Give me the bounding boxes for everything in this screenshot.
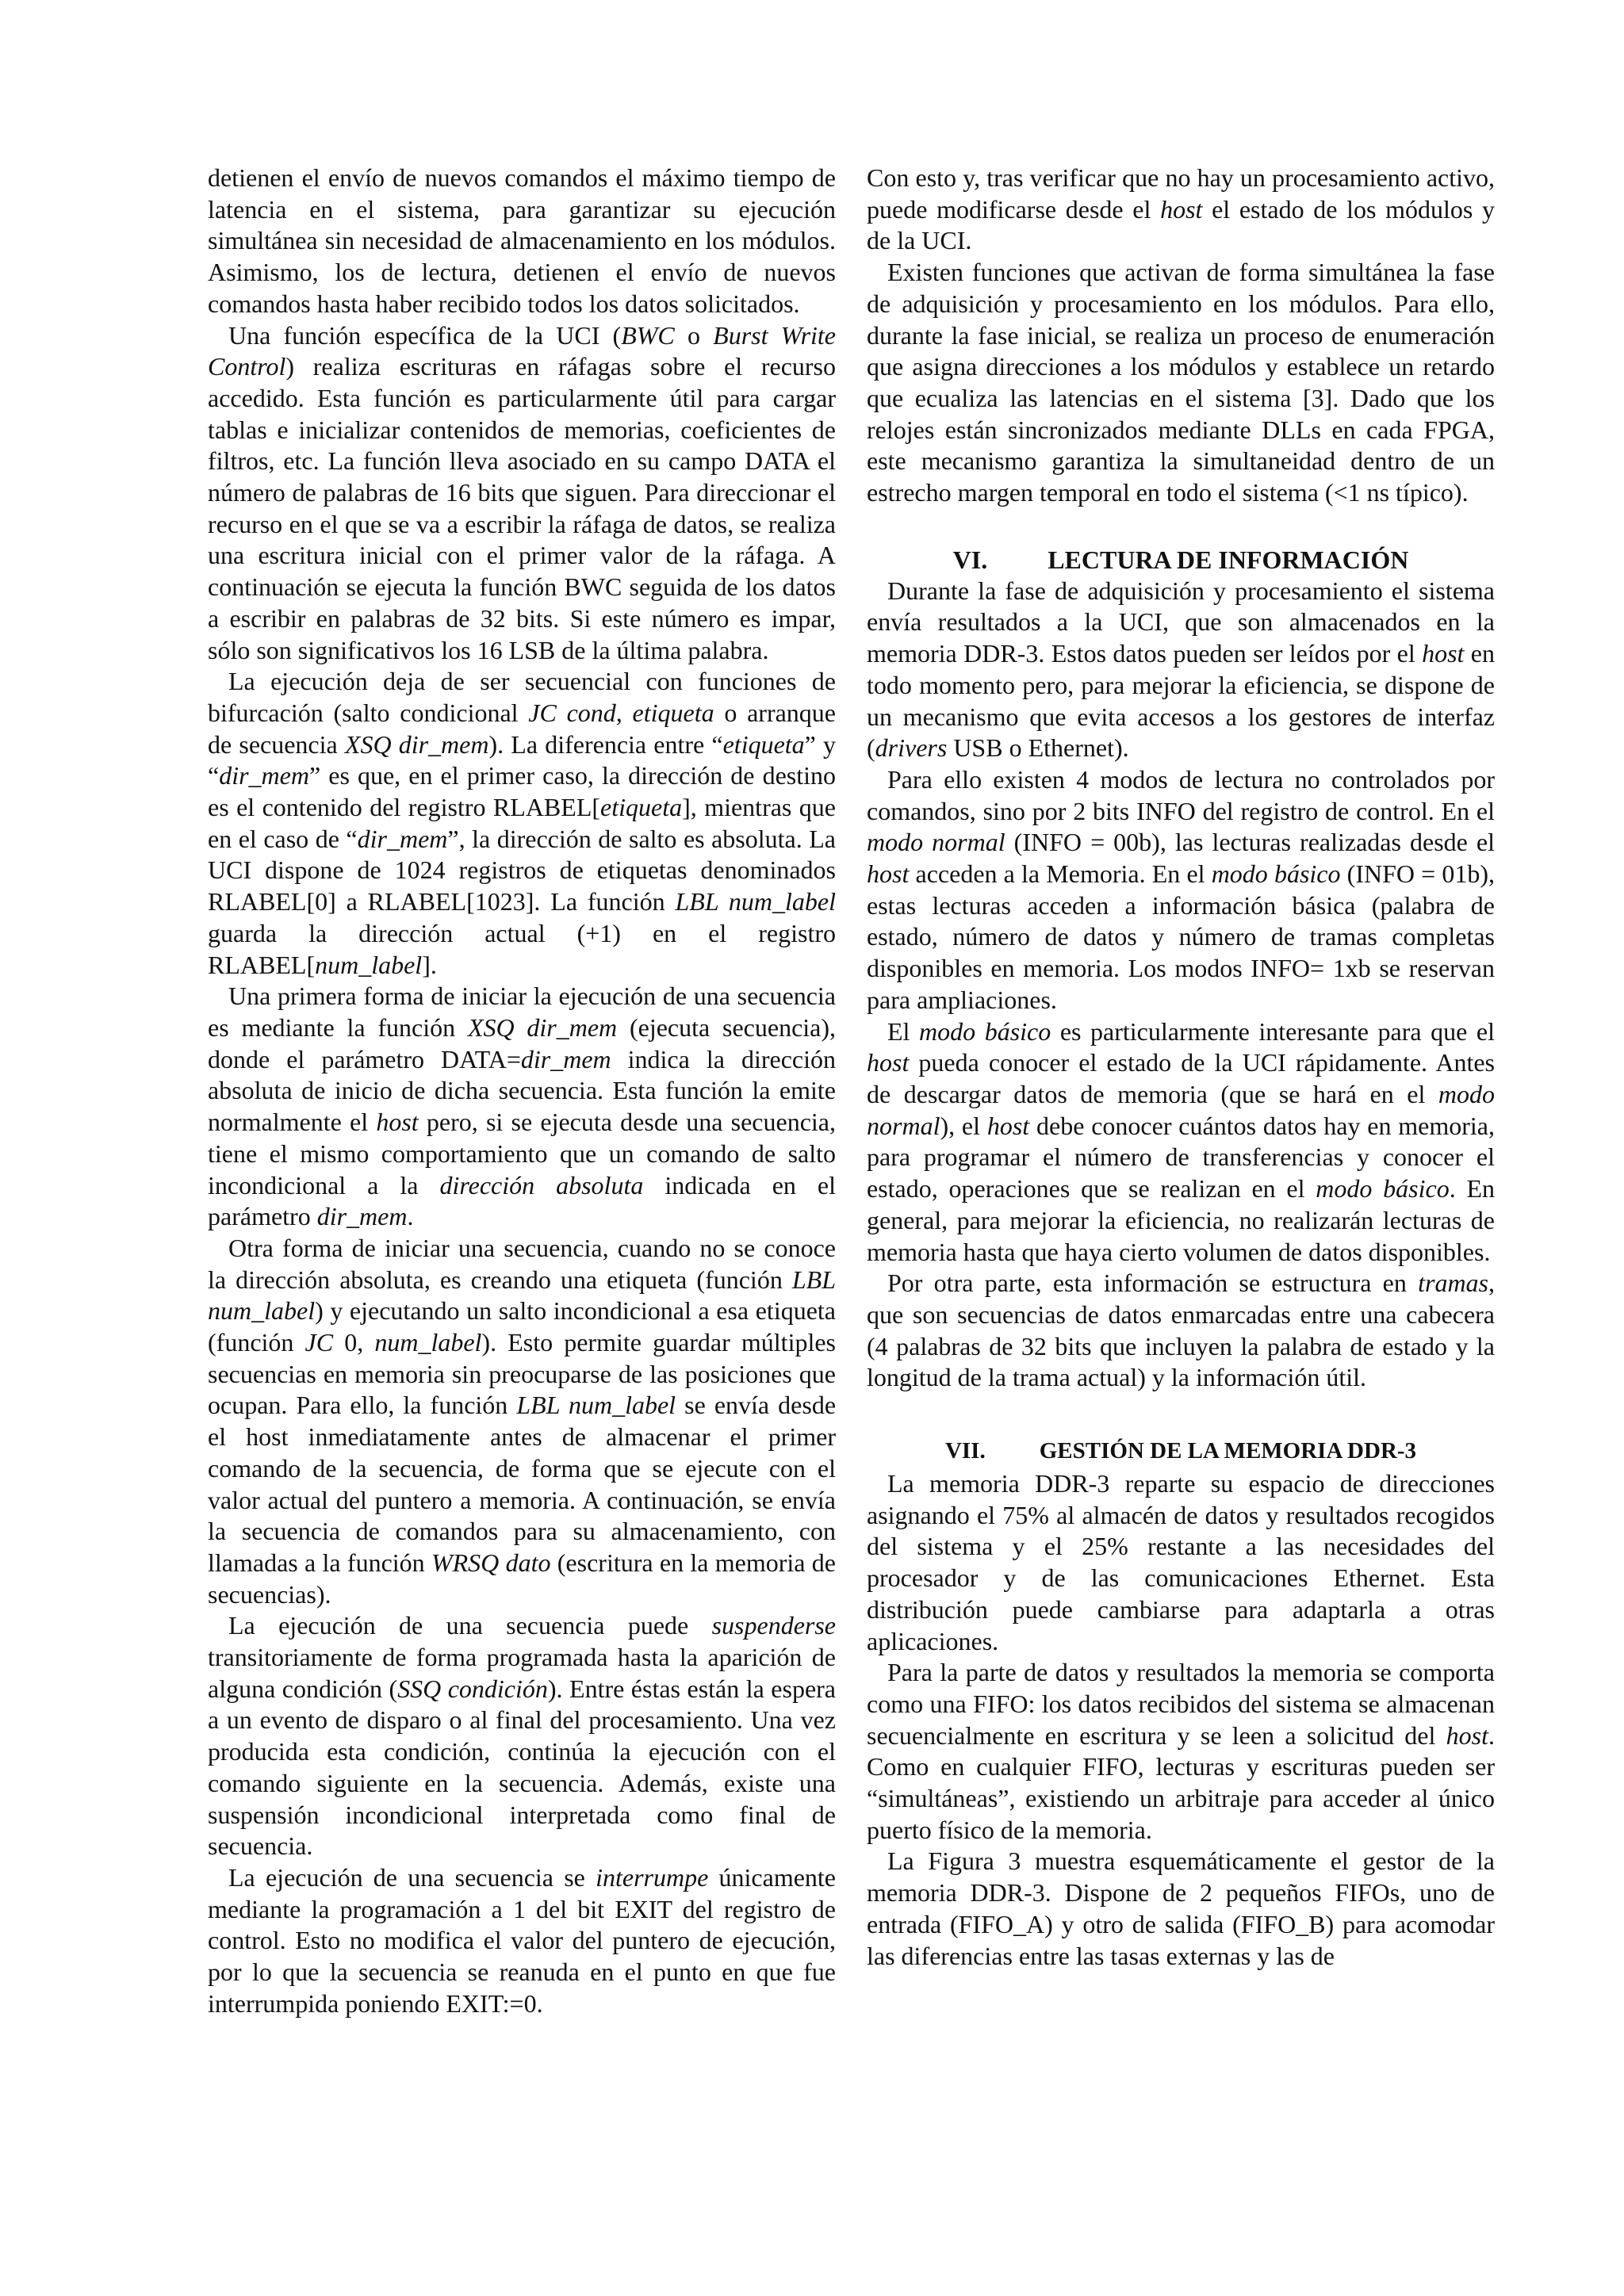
paragraph: La ejecución de una secuencia se interrumpe únicamente mediante la programación a 1 del bit EXIT del registro de control. Esto no modifica el valor del puntero de ejecución, por lo que la secuencia se reanuda en el punto en que fue interrumpida poniendo EXIT:=0. [208, 1862, 837, 2018]
italic-text: dir_mem [357, 824, 448, 853]
paragraph: Existen funciones que activan de forma simultánea la fase de adquisición y procesamiento en los módulos. Para ello, durante la fase inicial, se realiza un proceso de enumeración que asigna direcciones a los módulos y establece un retardo que ecualiza las latencias en el sistema [3]. Dado que los relojes están sincronizados mediante DLLs en cada FPGA, este mecanismo garantiza la simultaneidad dentro de un estrecho margen temporal en todo el sistema (<1 ns típico). [867, 258, 1495, 507]
italic-text: suspenderse [711, 1611, 836, 1640]
italic-text: JC cond, etiqueta [528, 698, 714, 727]
italic-text: LBL num_label [516, 1391, 676, 1420]
section-number: VII. [944, 1438, 986, 1464]
paragraph: El modo básico es particularmente interesante para que el host pueda conocer el estado de la UCI rápidamente. Antes de descargar datos de memoria (que se hará en el modo normal), el host debe conocer cuántos datos hay en memoria, para programar el número de transferencias y conocer el estado, operaciones que se realizan en el modo básico. En general, para mejorar la eficiencia, no realizarán lecturas de memoria hasta que haya cierto volumen de datos disponibles. [867, 1016, 1496, 1266]
italic-text: host [867, 1048, 910, 1077]
paragraph: Con esto y, tras verificar que no hay un procesamiento activo, puede modificarse desde el host el estado de los módulos y de la UCI. [867, 163, 1496, 255]
section-heading-vii [867, 1435, 1495, 1467]
italic-text: WRSQ dato [431, 1548, 551, 1577]
italic-text: modo normal [867, 828, 1005, 857]
italic-text: dir_mem [219, 761, 309, 790]
italic-text: XSQ dir_mem [467, 1012, 618, 1042]
italic-text: modo normal [867, 1079, 1495, 1140]
right-column [867, 163, 1495, 1972]
paragraph: La ejecución deja de ser secuencial con funciones de bifurcación (salto condicional JC cond, etiqueta o arranque de secuencia XSQ dir_mem). La diferencia entre “etiqueta” y “dir_mem” es que, en el primer caso, la dirección de destino es el contenido del registro RLABEL[etiqueta], mientras que en el caso de “dir_mem”, la dirección de salto es absoluta. La UCI dispone de 1024 registros de etiquetas denominados RLABEL[0] a RLABEL[1023]. La función LBL num_label guarda la dirección actual (+1) en el registro RLABEL[num_label]. [208, 667, 837, 979]
paragraph: La memoria DDR-3 reparte su espacio de direcciones asignando el 75% al almacén de datos y resultados recogidos del sistema y el 25% restante a las necesidades del procesador y de las comunicaciones Ethernet. Esta distribución puede cambiarse para adaptarla a otras aplicaciones. [867, 1469, 1495, 1655]
italic-text: modo básico [919, 1016, 1051, 1046]
paragraph: La ejecución de una secuencia puede suspenderse transitoriamente de forma programada hasta la aparición de alguna condición (SSQ condición). Entre éstas están la espera a un evento de disparo o al final del procesamiento. Una vez producida esta condición, continúa la ejecución con el comando siguiente en la secuencia. Además, existe una suspensión incondicional interpretada como final de secuencia. [208, 1611, 837, 1861]
italic-text: LBL num_label [675, 887, 837, 916]
section-heading-vi [867, 544, 1495, 576]
italic-text: BWC [621, 320, 675, 350]
italic-text: etiqueta [600, 793, 683, 822]
section-title: GESTIÓN DE LA MEMORIA DDR-3 [1039, 1438, 1417, 1464]
paragraph: Durante la fase de adquisición y procesamiento el sistema envía resultados a la UCI, que son almacenados en la memoria DDR-3. Estos datos pueden ser leídos por el host en todo momento pero, para mejorar la eficiencia, se dispone de un mecanismo que evita accesos a los gestores de interfaz (drivers USB o Ethernet). [867, 576, 1496, 763]
paragraph: Otra forma de iniciar una secuencia, cuando no se conoce la dirección absoluta, es creando una etiqueta (función LBL num_label) y ejecutando un salto incondicional a esa etiqueta (función JC 0, num_label). Esto permite guardar múltiples secuencias en memoria sin preocuparse de las posiciones que ocupan. Para ello, la función LBL num_label se envía desde el host inmediatamente antes de almacenar el primer comando de la secuencia, de forma que se ejecute con el valor actual del puntero a memoria. A continuación, se envía la secuencia de comandos para su almacenamiento, con llamadas a la función WRSQ dato (escritura en la memoria de secuencias). [208, 1233, 837, 1609]
italic-text: dirección absoluta [439, 1170, 644, 1200]
section-number: VI. [952, 545, 988, 574]
italic-text: num_label [374, 1328, 482, 1357]
paragraph: Para ello existen 4 modos de lectura no controlados por comandos, sino por 2 bits INFO del registro de control. En el modo normal (INFO = 00b), las lecturas realizadas desde el host acceden a la Memoria. En el modo básico (INFO = 01b), estas lecturas acceden a información básica (palabra de estado, número de datos y número de tramas completas disponibles en memoria. Los modos INFO= 1xb se reservan para ampliaciones. [867, 764, 1496, 1014]
italic-text: modo básico [1211, 859, 1341, 889]
italic-text: host [1422, 639, 1465, 668]
italic-text: num_label [315, 950, 423, 979]
italic-text: XSQ dir_mem [344, 729, 489, 759]
left-column [208, 163, 836, 2019]
italic-text: Burst Write Control [208, 320, 837, 381]
italic-text: host [376, 1108, 419, 1137]
italic-text: LBL num_label [208, 1265, 836, 1326]
paragraph: detienen el envío de nuevos comandos el máximo tiempo de latencia en el sistema, para garantizar su ejecución simultánea sin necesidad de almacenamiento en los módulos. Asimismo, los de lectura, detienen el envío de nuevos comandos hasta haber recibido todos los datos solicitados. [208, 163, 836, 318]
italic-text: drivers [875, 733, 948, 763]
paragraph: La Figura 3 muestra esquemáticamente el gestor de la memoria DDR-3. Dispone de 2 pequeños FIFOs, uno de entrada (FIFO_A) y otro de salida (FIFO_B) para acomodar las diferencias entre las tasas externas y las de [867, 1846, 1495, 1970]
italic-text: modo básico [1316, 1174, 1450, 1203]
italic-text: interrumpe [596, 1862, 709, 1892]
italic-text: SSQ condición [397, 1674, 548, 1703]
paragraph: Por otra parte, esta información se estructura en tramas, que son secuencias de datos enmarcadas entre una cabecera (4 palabras de 32 bits que incluyen la palabra de estado y la longitud de la trama actual) y la información útil. [867, 1269, 1495, 1392]
italic-text: host [1446, 1720, 1488, 1750]
paragraph: Una función específica de la UCI (BWC o Burst Write Control) realiza escrituras en ráfagas sobre el recurso accedido. Esta función es particularmente útil para cargar tablas e inicializar contenidos de memorias, coeficientes de filtros, etc. La función lleva asociado en su campo DATA el número de palabras de 16 bits que siguen. Para direccionar el recurso en el que se va a escribir la ráfaga de datos, se realiza una escritura inicial con el primer valor de la ráfaga. A continuación se ejecuta la función BWC seguida de los datos a escribir en palabras de 32 bits. Si este número es impar, sólo son significativos los 16 LSB de la última palabra. [208, 320, 837, 664]
italic-text: etiqueta [722, 729, 805, 759]
italic-text: host [1160, 194, 1203, 224]
paragraph: Una primera forma de iniciar la ejecución de una secuencia es mediante la función XSQ dir_mem (ejecuta secuencia), donde el parámetro DATA=dir_mem indica la dirección absoluta de inicio de dicha secuencia. Esta función la emite normalmente el host pero, si se ejecuta desde una secuencia, tiene el mismo comportamiento que un comando de salto incondicional a la dirección absoluta indicada en el parámetro dir_mem. [208, 982, 837, 1231]
italic-text: JC [304, 1328, 334, 1357]
italic-text: host [867, 859, 910, 889]
italic-text: dir_mem [520, 1044, 611, 1073]
section-title: LECTURA DE INFORMACIÓN [1048, 545, 1409, 574]
paragraph: Para la parte de datos y resultados la memoria se comporta como una FIFO: los datos recibidos del sistema se almacenan secuencialmente en escritura y se leen a solicitud del host. Como en cualquier FIFO, lecturas y escrituras pueden ser “simultáneas”, existiendo un arbitraje para acceder al único puerto físico de la memoria. [867, 1658, 1495, 1844]
italic-text: dir_mem [316, 1202, 408, 1231]
italic-text: tramas [1418, 1269, 1488, 1298]
italic-text: host [986, 1111, 1030, 1140]
